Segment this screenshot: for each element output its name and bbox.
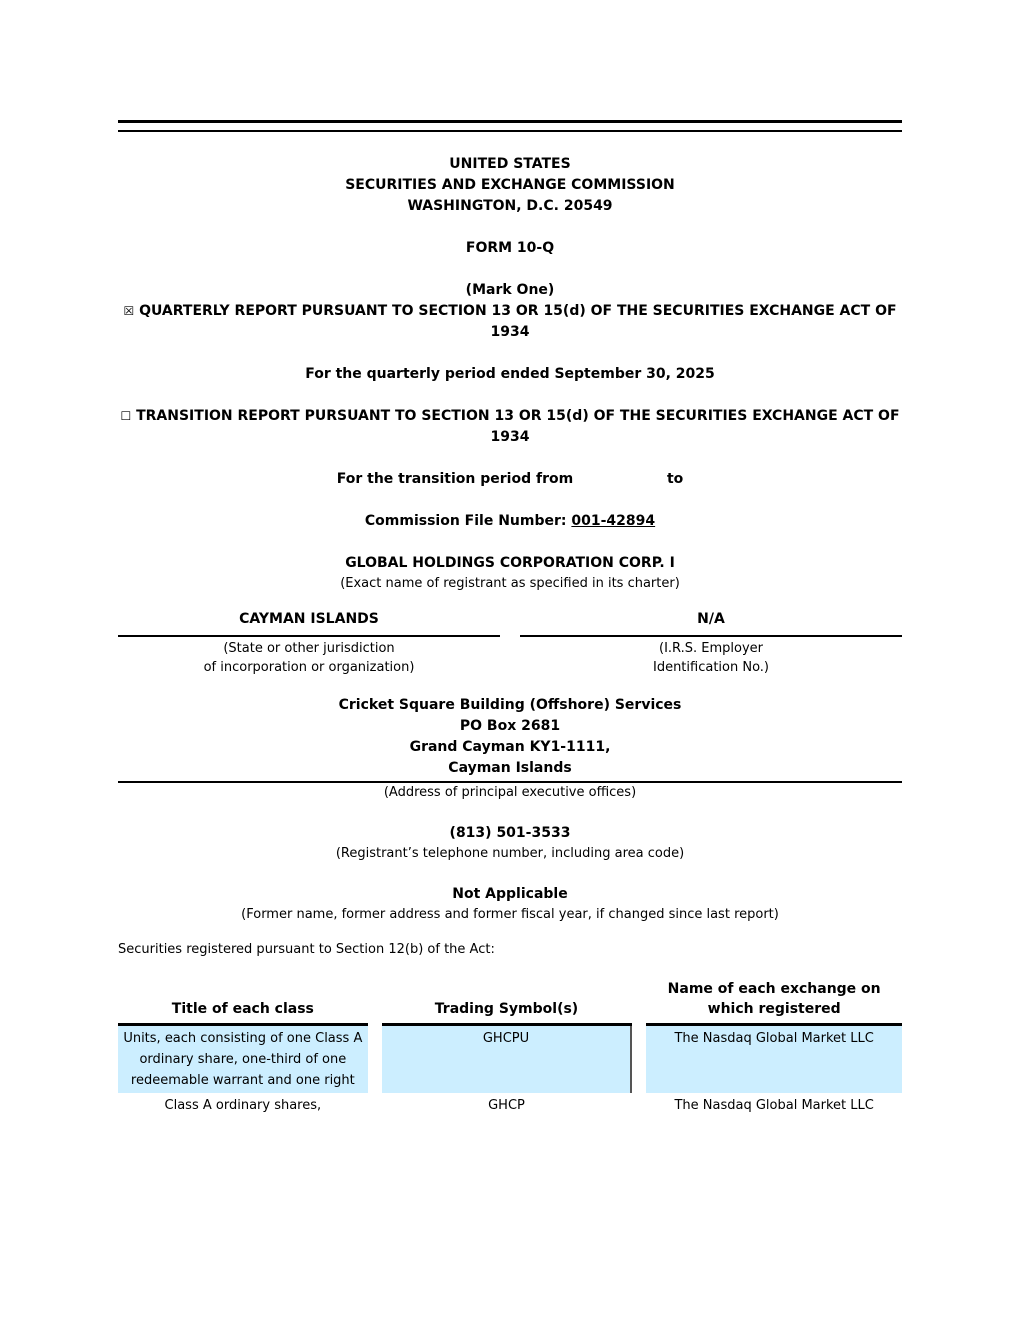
transition-period-line	[118, 469, 902, 490]
registrant-name: GLOBAL HOLDINGS CORPORATION CORP. I	[345, 555, 675, 571]
ein-value: N/A	[520, 609, 902, 637]
row-symbol: GHCPU	[382, 1025, 632, 1094]
row-title: Class A ordinary shares,	[164, 1098, 322, 1113]
quarterly-report-text: QUARTERLY REPORT PURSUANT TO SECTION 13 OR 15(d) OF THE SECURITIES EXCHANGE ACT OF 1934	[139, 303, 897, 340]
jurisdiction-value: CAYMAN ISLANDS	[118, 609, 500, 637]
file-number-value: 001-42894	[571, 513, 656, 529]
city-line: WASHINGTON, D.C. 20549	[407, 198, 613, 214]
quarterly-report-option	[118, 301, 902, 343]
jurisdiction-ein-row	[118, 609, 902, 677]
registrant-name-caption: (Exact name of registrant as specified in its charter)	[340, 576, 680, 591]
transition-period-prefix: For the transition period from	[336, 471, 574, 487]
row-title: Units, each consisting of one Class A ordinary share, one-third of one redeemable warrant and one right	[118, 1025, 368, 1094]
jurisdiction-caption-line2: of incorporation or organization)	[203, 660, 415, 675]
header-exchange-line1: Name of each exchange on	[667, 981, 881, 997]
file-number-line	[118, 511, 902, 532]
file-number-label: Commission File Number:	[364, 513, 567, 529]
header-exchange-line2: which registered	[707, 1001, 841, 1017]
ein-caption-line2: Identification No.)	[652, 660, 770, 675]
transition-period-to: to	[666, 471, 684, 487]
table-row	[118, 1093, 902, 1118]
address-caption: (Address of principal executive offices)	[383, 785, 637, 800]
transition-report-option	[118, 406, 902, 448]
quarterly-checkbox-icon: ☒	[123, 304, 135, 318]
address-block	[118, 695, 902, 783]
form-title: FORM 10-Q	[465, 240, 555, 256]
securities-intro: Securities registered pursuant to Section 12(b) of the Act:	[118, 942, 495, 957]
jurisdiction-caption	[118, 637, 500, 677]
address-line3: Grand Cayman KY1-1111,	[409, 739, 611, 755]
address-line4: Cayman Islands	[448, 760, 572, 776]
commission-line: SECURITIES AND EXCHANGE COMMISSION	[345, 177, 675, 193]
transition-report-text: TRANSITION REPORT PURSUANT TO SECTION 13 OR 15(d) OF THE SECURITIES EXCHANGE ACT OF 1934	[136, 408, 900, 445]
header-trading-symbol: Trading Symbol(s)	[382, 979, 632, 1025]
row-symbol: GHCP	[488, 1098, 525, 1113]
header-title-of-class: Title of each class	[118, 979, 368, 1025]
period-line: For the quarterly period ended September 30, 2025	[305, 366, 715, 382]
ein-column	[520, 609, 902, 677]
jurisdiction-column	[118, 609, 500, 677]
document-page	[118, 120, 902, 1118]
address-line2: PO Box 2681	[459, 718, 561, 734]
address-line1: Cricket Square Building (Offshore) Services	[338, 697, 682, 713]
jurisdiction-caption-line1: (State or other jurisdiction	[223, 641, 395, 656]
ein-caption	[520, 637, 902, 677]
mark-one: (Mark One)	[465, 282, 555, 298]
top-double-rule	[118, 120, 902, 132]
header-exchange	[646, 979, 902, 1025]
former-name-caption: (Former name, former address and former fiscal year, if changed since last report)	[241, 907, 779, 922]
phone-caption: (Registrant’s telephone number, including area code)	[335, 846, 685, 861]
former-name: Not Applicable	[452, 886, 568, 902]
transition-checkbox-icon: ☐	[120, 409, 132, 423]
table-row	[118, 1025, 902, 1094]
phone-number: (813) 501-3533	[449, 825, 571, 841]
row-exchange: The Nasdaq Global Market LLC	[674, 1098, 874, 1113]
row-exchange: The Nasdaq Global Market LLC	[646, 1025, 902, 1094]
securities-header-row	[118, 979, 902, 1025]
ein-caption-line1: (I.R.S. Employer	[659, 641, 763, 656]
securities-table	[118, 979, 902, 1118]
agency-line: UNITED STATES	[449, 156, 571, 172]
